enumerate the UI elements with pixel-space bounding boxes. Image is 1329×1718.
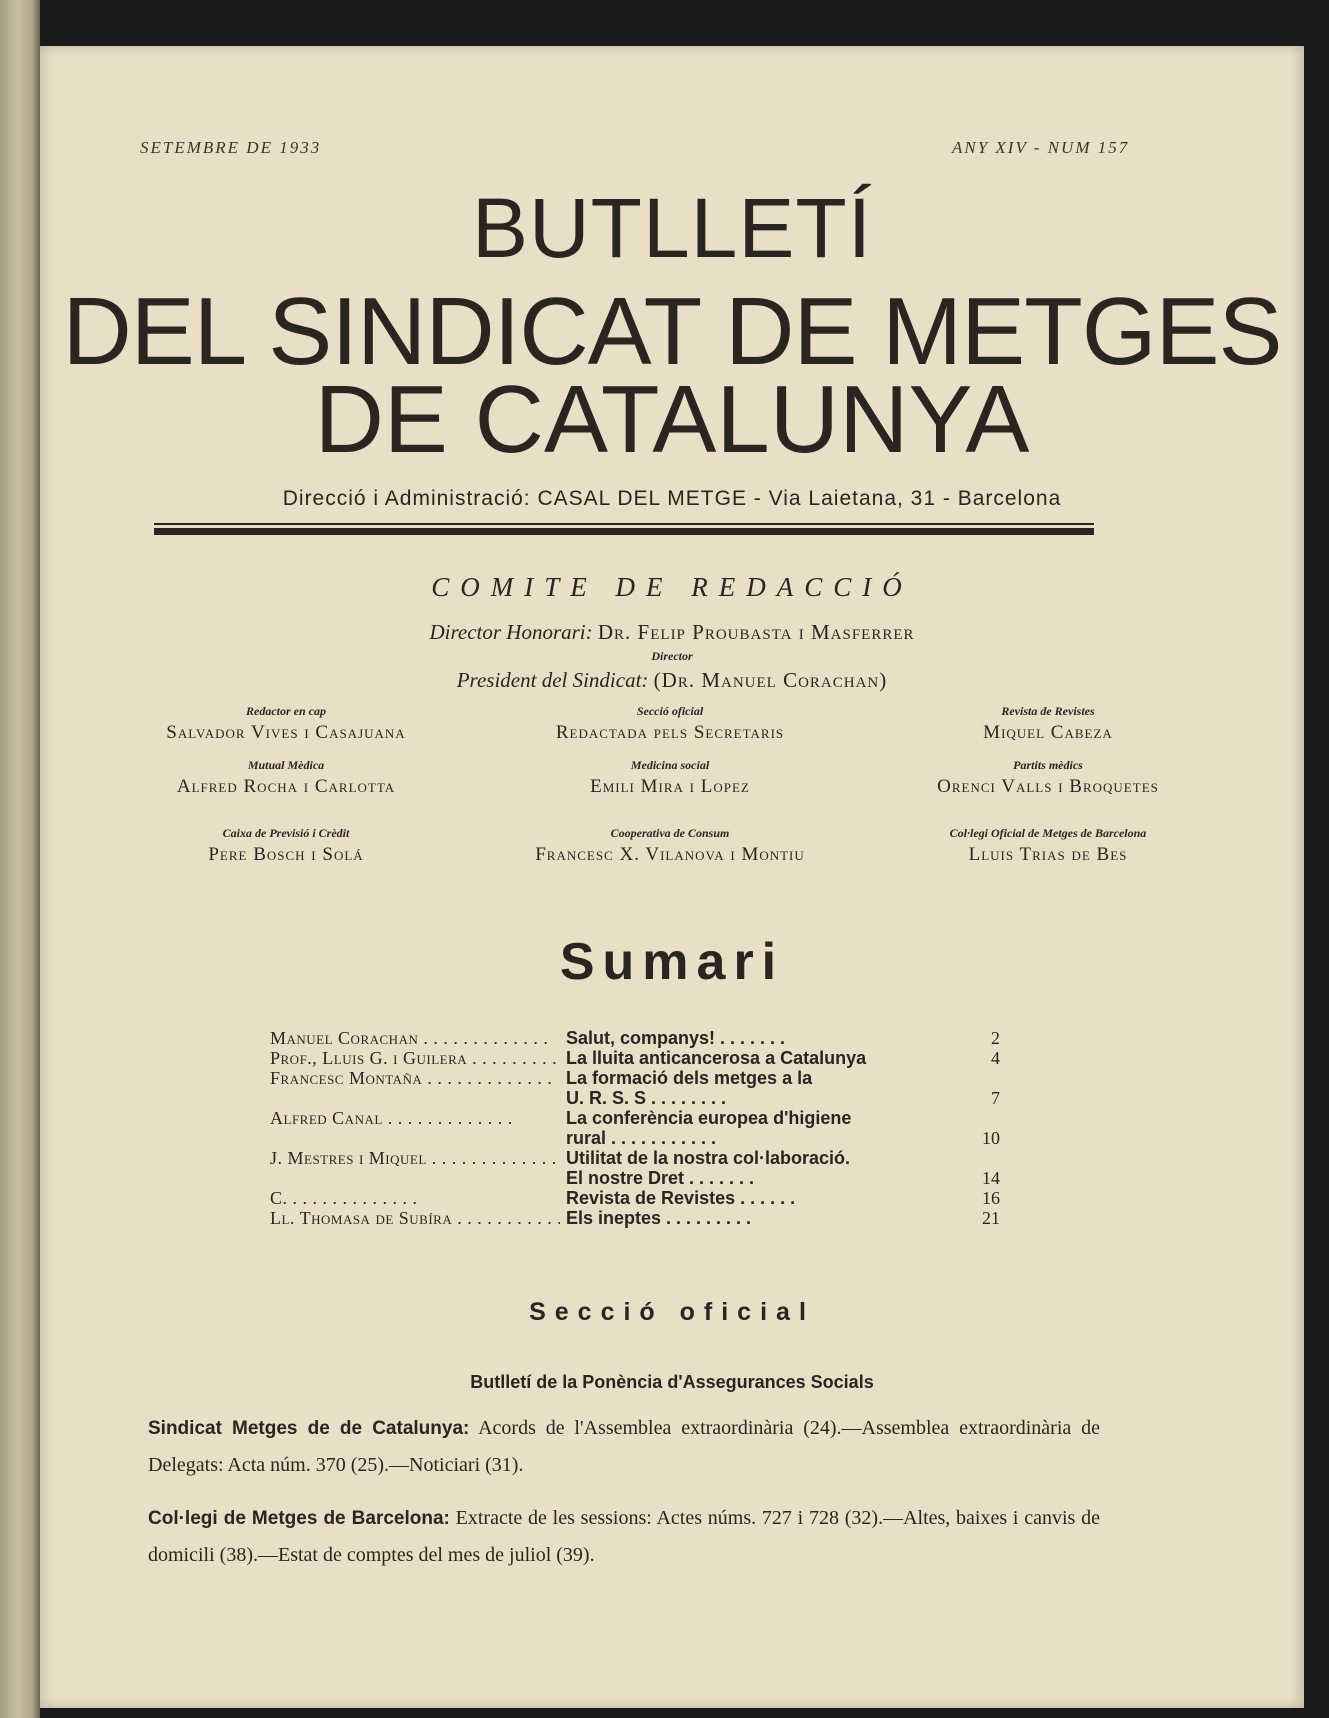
summary-heading: Sumari xyxy=(559,933,785,991)
address-line: Direcció i Administració: CASAL DEL METGE - Via Laietana, 31 - Barcelona xyxy=(282,487,1062,510)
member-role: Mutual Mèdica xyxy=(247,758,325,772)
title-line-1: BUTLLETÍ xyxy=(471,181,873,275)
president-name: (Dr. Manuel Corachan) xyxy=(653,668,888,692)
header-rule-thin xyxy=(154,523,1094,525)
committee-member xyxy=(96,758,476,798)
committee-member xyxy=(480,704,860,744)
member-name: Orenci Valls i Broquetes xyxy=(937,776,1159,797)
official-subheading: Butlletí de la Ponència d'Assegurances Socials xyxy=(470,1372,874,1392)
member-name: Miquel Cabeza xyxy=(983,722,1113,743)
summary-row xyxy=(270,1088,1040,1108)
summary-page: 16 xyxy=(982,1188,1000,1208)
member-name: Francesc X. Vilanova i Montiu xyxy=(535,844,805,865)
summary-page: 21 xyxy=(982,1208,1000,1228)
honorary-name: Dr. Felip Proubasta i Masferrer xyxy=(597,620,915,644)
summary-row xyxy=(270,1108,1040,1128)
summary-author: C. . . . xyxy=(270,1188,560,1208)
member-role: Cooperativa de Consum xyxy=(610,826,730,840)
honorary-role: Director Honorari: xyxy=(429,620,593,644)
summary-title: Els ineptes . . . . . . . . . xyxy=(566,1208,752,1228)
summary-row xyxy=(270,1128,1040,1148)
summary-title: rural . . . . . . . . . . . xyxy=(566,1128,717,1148)
official-paragraph-2 xyxy=(148,1500,1100,1574)
summary-table xyxy=(270,1028,1040,1228)
summary-author: J. Mestres i Miquel . . . xyxy=(270,1148,560,1168)
paragraph-lead: Sindicat Metges de de Catalunya: xyxy=(148,1418,470,1439)
committee-member xyxy=(96,704,476,744)
member-name: Salvador Vives i Casajuana xyxy=(166,722,406,743)
member-role: Secció oficial xyxy=(636,704,704,718)
member-name: Lluis Trias de Bes xyxy=(968,844,1128,865)
issue-number: ANY XIV - NUM 157 xyxy=(952,138,1130,157)
summary-row xyxy=(270,1068,1040,1088)
summary-title: U. R. S. S . . . . . . . . xyxy=(566,1088,727,1108)
title-line-2: DEL SINDICAT DE METGES xyxy=(62,278,1282,385)
committee-member xyxy=(858,758,1238,798)
summary-title: Utilitat de la nostra col·laboració. xyxy=(566,1148,851,1168)
paragraph-text: Acords de l'Assemblea extraordinària (24).—Assemblea extraordinària de Delegats: Acta núm. 370 (25).—Noticiari (31). xyxy=(148,1417,1101,1476)
summary-author: Prof., Lluis G. i Guilera . . . xyxy=(270,1048,560,1068)
summary-page: 7 xyxy=(991,1088,1000,1108)
issue-date: SETEMBRE DE 1933 xyxy=(140,138,322,157)
member-name: Redactada pels Secretaris xyxy=(555,722,785,743)
summary-row xyxy=(270,1168,1040,1188)
member-name: Alfred Rocha i Carlotta xyxy=(176,776,396,797)
honorary-director-line xyxy=(40,620,1304,645)
paragraph-text: Extracte de les sessions: Actes núms. 727 i 728 (32).—Altes, baixes i canvis de domicili (38).—Estat de comptes del mes de juliol (39). xyxy=(148,1507,1100,1566)
summary-page: 2 xyxy=(991,1028,1000,1048)
member-role: Col·legi Oficial de Metges de Barcelona xyxy=(949,826,1147,840)
committee-member xyxy=(858,704,1238,744)
president-line xyxy=(40,668,1304,693)
summary-page: 4 xyxy=(991,1048,1000,1068)
committee-member xyxy=(858,826,1238,866)
summary-author: Manuel Corachan . . . xyxy=(270,1028,560,1048)
paragraph-lead: Col·legi de Metges de Barcelona: xyxy=(148,1508,450,1529)
summary-row xyxy=(270,1148,1040,1168)
summary-title: Salut, companys! . . . . . . . xyxy=(566,1028,786,1048)
summary-row xyxy=(270,1048,1040,1068)
previous-page-edge xyxy=(0,0,40,1718)
summary-row xyxy=(270,1028,1040,1048)
header-rule-thick xyxy=(154,528,1094,535)
official-paragraph-1 xyxy=(148,1410,1100,1484)
member-role: Caixa de Previsió i Crèdit xyxy=(222,826,350,840)
summary-title: Revista de Revistes . . . . . . xyxy=(566,1188,796,1208)
summary-page: 10 xyxy=(982,1128,1000,1148)
summary-author: Alfred Canal . . . xyxy=(270,1108,560,1128)
member-name: Pere Bosch i Solá xyxy=(208,844,364,865)
title-line-3: DE CATALUNYA xyxy=(314,366,1030,473)
member-role: Medicina social xyxy=(630,758,710,772)
bulletin-page xyxy=(40,46,1304,1708)
director-label: Director xyxy=(651,649,693,663)
member-name: Emili Mira i Lopez xyxy=(590,776,750,797)
summary-author: Francesc Montaña . . . xyxy=(270,1068,560,1088)
committee-heading: COMITE DE REDACCIÓ xyxy=(431,572,913,602)
committee-member xyxy=(480,758,860,798)
summary-author: Ll. Thomasa de Subíra . . . xyxy=(270,1208,560,1228)
summary-page: 14 xyxy=(982,1168,1000,1188)
official-section-heading: Secció oficial xyxy=(529,1298,815,1326)
member-role: Partits mèdics xyxy=(1013,758,1083,772)
president-role: President del Sindicat: xyxy=(456,668,649,692)
member-role: Revista de Revistes xyxy=(1001,704,1095,718)
summary-row xyxy=(270,1208,1040,1228)
summary-title: La conferència europea d'higiene xyxy=(566,1108,852,1128)
summary-title: La lluita anticancerosa a Catalunya xyxy=(566,1048,867,1068)
committee-member xyxy=(480,826,860,866)
summary-title: El nostre Dret . . . . . . . xyxy=(566,1168,755,1188)
committee-member xyxy=(96,826,476,866)
member-role: Redactor en cap xyxy=(246,704,326,718)
summary-row xyxy=(270,1188,1040,1208)
summary-title: La formació dels metges a la xyxy=(566,1068,813,1088)
